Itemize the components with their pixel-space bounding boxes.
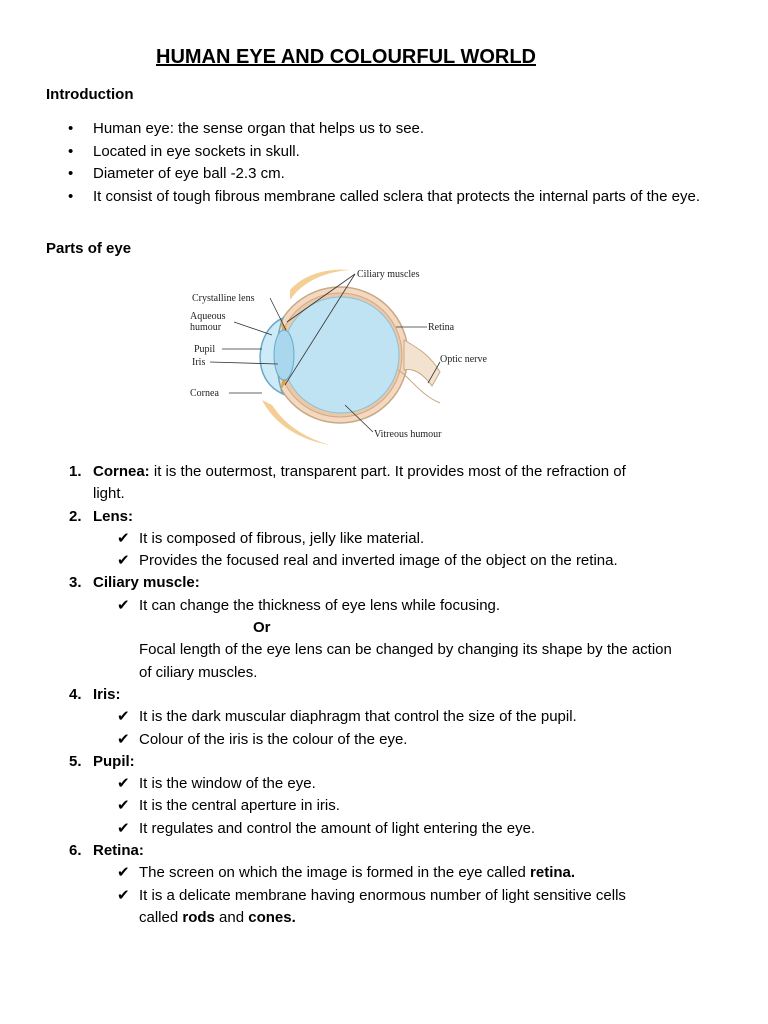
part-pupil: 5. Pupil: [69, 752, 135, 770]
label-iris: Iris [192, 357, 206, 368]
ciliary-alt-line-1: Focal length of the eye lens can be changed by changing its shape by the action [139, 641, 672, 659]
bullet-icon: • [68, 187, 74, 205]
eye-diagram [185, 262, 505, 448]
list-item: ✔ Provides the focused real and inverted image of the object on the retina. [0, 550, 740, 572]
label-retina: Retina [428, 322, 455, 333]
check-icon: ✔ [117, 596, 130, 614]
label-vitreous-humour: Vitreous humour [374, 429, 442, 440]
list-item: ✔ It regulates and control the amount of light entering the eye. [0, 818, 740, 840]
list-item: • Located in eye sockets in skull. [0, 141, 720, 164]
label-crystalline-lens: Crystalline lens [192, 293, 255, 304]
check-icon: ✔ [117, 552, 130, 570]
intro-list [0, 118, 720, 208]
label-cornea: Cornea [190, 388, 219, 399]
page-title: HUMAN EYE AND COLOURFUL WORLD [156, 46, 536, 68]
check-icon: ✔ [117, 529, 130, 547]
list-item: ✔ It is composed of fibrous, jelly like material. [0, 528, 740, 550]
part-ciliary-muscle: 3. Ciliary muscle: [69, 574, 200, 592]
label-humour: humour [190, 322, 222, 333]
list-item: ✔ It is the window of the eye. [0, 773, 740, 795]
label-aqueous: Aqueous [190, 311, 226, 322]
part-lens: 2. Lens: [69, 507, 134, 525]
list-item: ✔ It is the dark muscular diaphragm that control the size of the pupil. [0, 706, 740, 728]
part-cornea-cont: light. [93, 485, 125, 503]
list-item: ✔ The screen on which the image is formed in the eye called retina. [0, 862, 740, 884]
list-item: • It consist of tough fibrous membrane called sclera that protects the internal parts of the eye. [0, 186, 720, 209]
part-retina: 6. Retina: [69, 842, 144, 860]
check-icon: ✔ [117, 730, 130, 748]
check-icon: ✔ [117, 797, 130, 815]
parts-list [0, 461, 740, 929]
check-icon: ✔ [117, 708, 130, 726]
vitreous-shape [283, 297, 399, 413]
list-item: • Diameter of eye ball -2.3 cm. [0, 163, 720, 186]
label-ciliary-muscles: Ciliary muscles [357, 269, 420, 280]
list-item: ✔ Colour of the iris is the colour of the eye. [0, 729, 740, 751]
label-pupil: Pupil [194, 344, 216, 355]
list-item: ✔ It is the central aperture in iris. [0, 795, 740, 817]
part-cornea: 1. Cornea: it is the outermost, transparent part. It provides most of the refraction of [69, 463, 626, 480]
part-iris: 4. Iris: [69, 685, 121, 703]
lens-shape [274, 330, 294, 380]
bullet-icon: • [68, 165, 74, 182]
ciliary-alt-line-2: of ciliary muscles. [139, 663, 258, 681]
check-icon: ✔ [117, 886, 130, 904]
list-item: ✔ It can change the thickness of eye lens while focusing. [0, 595, 740, 617]
or-text: Or [253, 619, 271, 637]
check-icon: ✔ [117, 775, 130, 793]
check-icon: ✔ [117, 864, 130, 882]
bullet-icon: • [68, 142, 74, 160]
parts-heading: Parts of eye [46, 240, 132, 257]
bullet-icon: • [68, 120, 74, 137]
check-icon: ✔ [117, 819, 130, 837]
intro-heading: Introduction [46, 86, 134, 103]
label-optic-nerve: Optic nerve [440, 354, 487, 365]
retina-cont-line: called rods and cones. [139, 908, 296, 926]
list-item: ✔ It is a delicate membrane having enormous number of light sensitive cells [0, 885, 740, 907]
list-item: • Human eye: the sense organ that helps us to see. [0, 118, 720, 141]
